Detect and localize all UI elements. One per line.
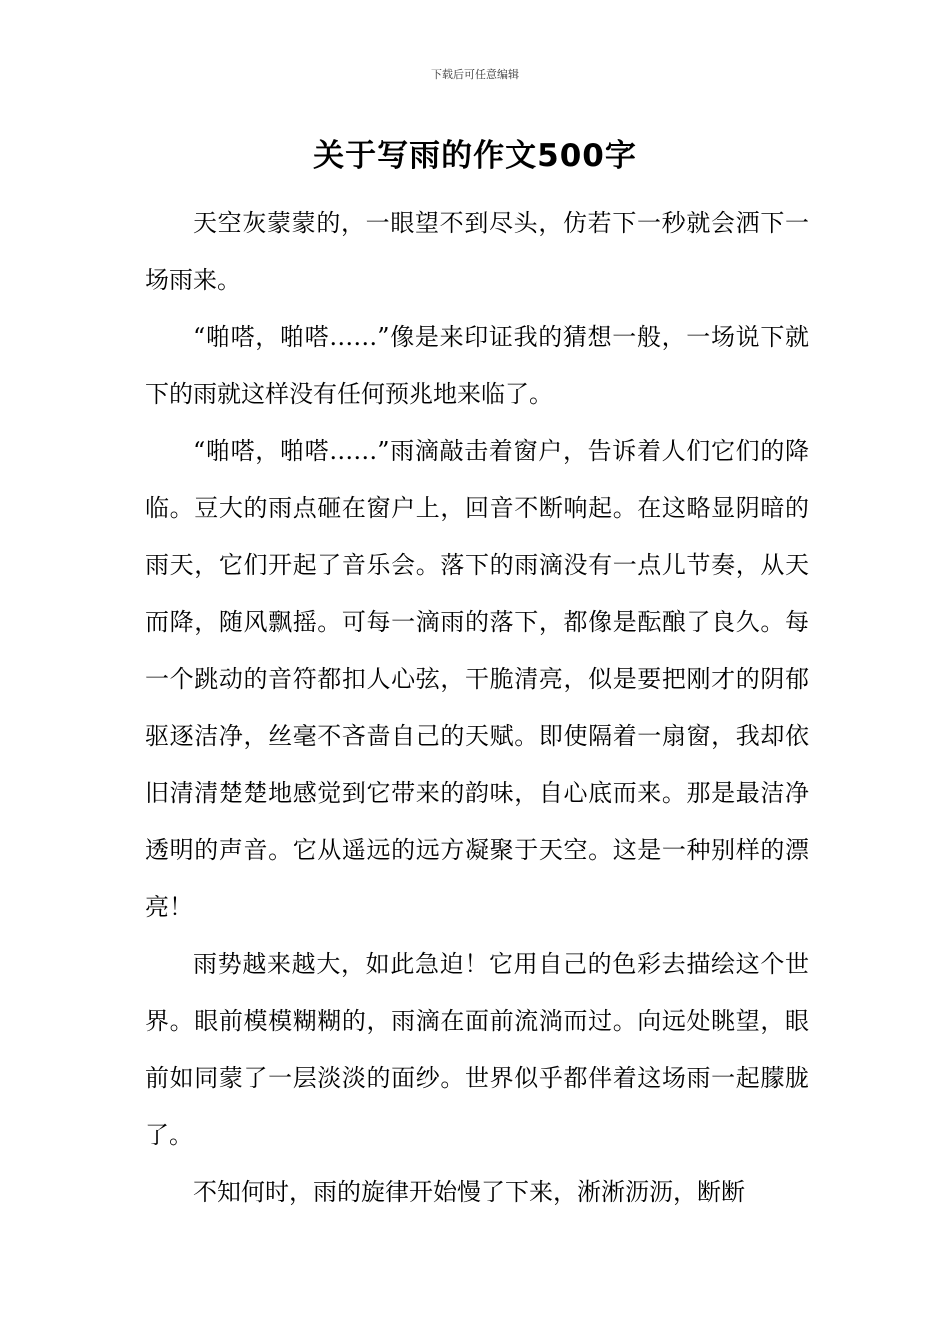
paragraph: 雨势越来越大，如此急迫！它用自己的色彩去描绘这个世界。眼前模模糊糊的，雨滴在面前流淌而过。向远处眺望，眼前如同蒙了一层淡淡的面纱。世界似乎都伴着这场雨一起朦胧了。 bbox=[145, 950, 809, 1149]
paragraph: 不知何时，雨的旋律开始慢了下来，淅淅沥沥，断断 bbox=[193, 1178, 745, 1206]
essay-title: 关于写雨的作文500字 bbox=[313, 138, 637, 174]
paragraph: “啪嗒，啪嗒……”像是来印证我的猜想一般，一场说下就下的雨就这样没有任何预兆地来临了。 bbox=[145, 323, 809, 408]
essay-body bbox=[145, 195, 809, 1221]
paragraph: “啪嗒，啪嗒……”雨滴敲击着窗户，告诉着人们它们的降临。豆大的雨点砸在窗户上，回音不断响起。在这略显阴暗的雨天，它们开起了音乐会。落下的雨滴没有一点儿节奏，从天而降，随风飘摇。可每一滴雨的落下，都像是酝酿了良久。每一个跳动的音符都扣人心弦，干脆清亮，似是要把刚才的阴郁驱逐洁净，丝毫不吝啬自己的天赋。即使隔着一扇窗，我却依旧清清楚楚地感觉到它带来的韵味，自心底而来。那是最洁净透明的声音。它从遥远的远方凝聚于天空。这是一种别样的漂亮！ bbox=[145, 437, 809, 921]
header-note: 下载后可任意编辑 bbox=[431, 68, 519, 81]
paragraph: 天空灰蒙蒙的，一眼望不到尽头，仿若下一秒就会洒下一场雨来。 bbox=[145, 209, 809, 294]
